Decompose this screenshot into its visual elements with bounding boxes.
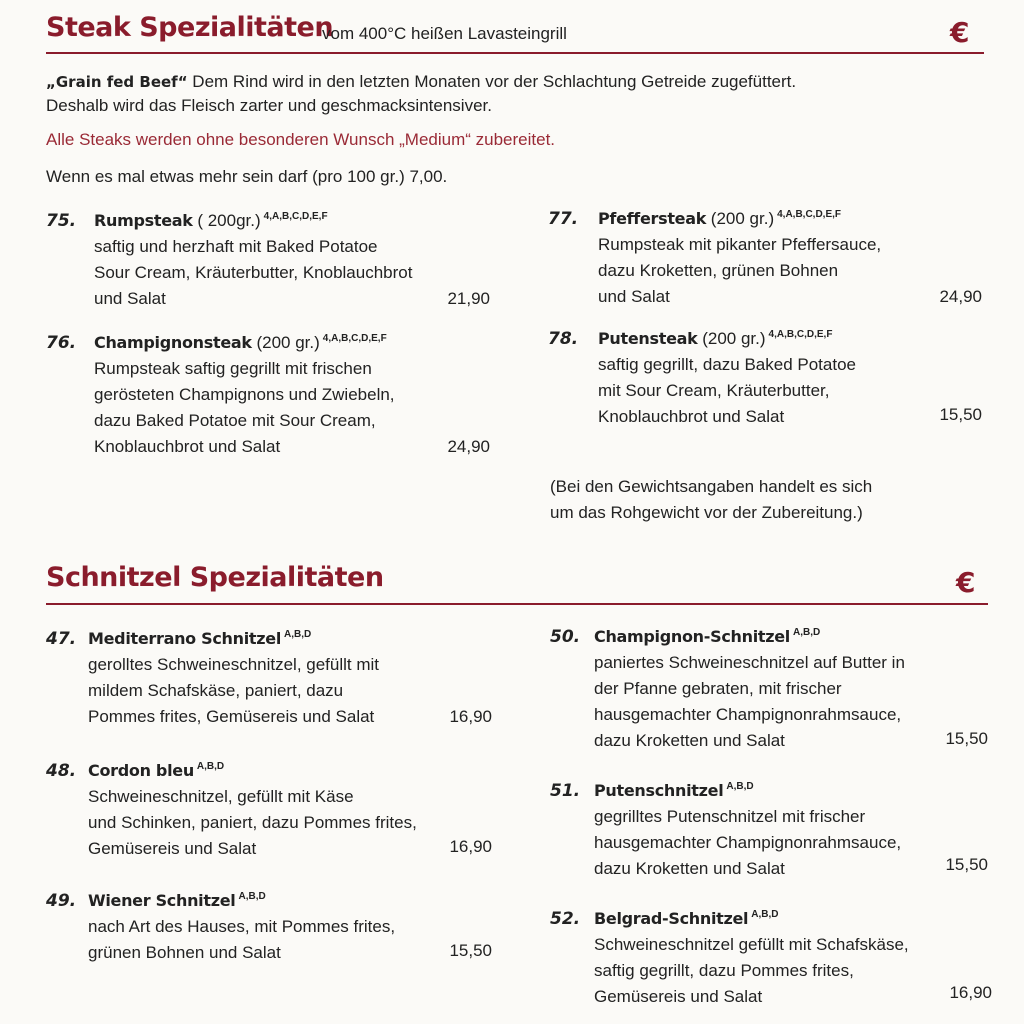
steak-divider: [46, 52, 984, 54]
item-number: 50.: [550, 627, 581, 647]
item-number: 76.: [46, 333, 77, 353]
item-desc-line: gegrilltes Putenschnitzel mit frischer: [594, 807, 866, 826]
item-price: 24,90: [447, 437, 490, 456]
item-price: 15,50: [449, 941, 492, 960]
item-name: Cordon bleu: [88, 761, 194, 780]
menu-item-77: [548, 206, 984, 310]
menu-item-49: [46, 888, 496, 968]
item-desc-line: Schweineschnitzel, gefüllt mit Käse: [88, 787, 354, 806]
item-number: 48.: [46, 761, 77, 781]
item-price: 16,90: [449, 837, 492, 856]
item-weight: (200 gr.): [706, 209, 775, 228]
extra-weight-note: Wenn es mal etwas mehr sein darf (pro 100 gr.) 7,00.: [46, 167, 448, 186]
item-desc-line: dazu Kroketten, grünen Bohnen: [598, 261, 839, 280]
item-allergens: 4,A,B,C,D,E,F: [263, 211, 328, 222]
item-desc-line: mit Sour Cream, Kräuterbutter,: [598, 381, 830, 400]
item-price: 15,50: [945, 729, 988, 748]
item-desc-line: Schweineschnitzel gefüllt mit Schafskäse,: [594, 935, 909, 954]
item-name: Mediterrano Schnitzel: [88, 629, 282, 648]
item-name: Rumpsteak: [94, 211, 193, 230]
item-allergens: 4,A,B,C,D,E,F: [768, 329, 833, 340]
item-desc-line: Pommes frites, Gemüsereis und Salat: [88, 707, 375, 726]
item-allergens: A,B,D: [284, 629, 312, 640]
item-name: Putensteak: [598, 329, 698, 348]
item-desc-line: Gemüsereis und Salat: [88, 839, 257, 858]
item-price: 24,90: [939, 287, 982, 306]
item-weight: ( 200gr.): [192, 211, 261, 230]
item-name: Champignon-Schnitzel: [594, 627, 790, 646]
menu-item-50: [550, 624, 990, 754]
item-desc-line: der Pfanne gebraten, mit frischer: [594, 679, 842, 698]
item-price: 15,50: [939, 405, 982, 424]
item-desc-line: Rumpsteak mit pikanter Pfeffersauce,: [598, 235, 882, 254]
item-allergens: 4,A,B,C,D,E,F: [322, 333, 387, 344]
item-number: 52.: [550, 909, 581, 929]
steak-euro-header: €: [950, 16, 970, 49]
item-desc-line: grünen Bohnen und Salat: [88, 943, 281, 962]
item-number: 47.: [46, 629, 77, 649]
medium-note: Alle Steaks werden ohne besonderen Wunsch „Medium“ zubereitet.: [46, 130, 556, 149]
item-desc-line: saftig und herzhaft mit Baked Potatoe: [94, 237, 378, 256]
menu-item-52: [550, 906, 992, 1012]
raw-weight-note-line-1: (Bei den Gewichtsangaben handelt es sich: [550, 477, 873, 496]
item-desc-line: nach Art des Hauses, mit Pommes frites,: [88, 917, 396, 936]
item-desc-line: gerösteten Champignons und Zwiebeln,: [94, 385, 395, 404]
item-desc-line: paniertes Schweineschnitzel auf Butter in: [594, 653, 905, 672]
item-price: 21,90: [447, 289, 490, 308]
item-desc-line: Gemüsereis und Salat: [594, 987, 763, 1006]
item-desc-line: dazu Baked Potatoe mit Sour Cream,: [94, 411, 376, 430]
menu-item-75: [46, 208, 492, 312]
menu-item-47: [46, 626, 496, 730]
item-desc-line: gerolltes Schweineschnitzel, gefüllt mit: [88, 655, 380, 674]
item-number: 75.: [46, 211, 77, 231]
schnitzel-divider: [46, 603, 988, 605]
item-desc-line: hausgemachter Champignonrahmsauce,: [594, 833, 902, 852]
item-number: 77.: [548, 209, 579, 229]
menu-item-76: [46, 330, 492, 460]
item-desc-line: und Salat: [94, 289, 166, 308]
item-number: 51.: [550, 781, 581, 801]
steak-subtitle: vom 400°C heißen Lavasteingrill: [322, 24, 567, 43]
item-price: 15,50: [945, 855, 988, 874]
raw-weight-note: [550, 474, 970, 526]
item-name: Putenschnitzel: [594, 781, 724, 800]
menu-item-48: [46, 758, 496, 862]
item-desc-line: dazu Kroketten und Salat: [594, 859, 785, 878]
item-desc-line: und Salat: [598, 287, 670, 306]
intro-line-2: Deshalb wird das Fleisch zarter und geschmacksintensiver.: [46, 96, 492, 115]
item-allergens: A,B,D: [196, 761, 225, 772]
item-desc-line: Rumpsteak saftig gegrillt mit frischen: [94, 359, 372, 378]
grain-fed-brand: „Grain fed Beef“: [46, 73, 188, 91]
item-desc-line: mildem Schafskäse, paniert, dazu: [88, 681, 344, 700]
steak-section-title: Steak Spezialitäten: [46, 12, 334, 43]
item-allergens: A,B,D: [726, 781, 754, 792]
item-allergens: A,B,D: [792, 627, 821, 638]
schnitzel-euro-header: €: [956, 566, 976, 599]
item-price: 16,90: [449, 707, 492, 726]
item-desc-line: Knoblauchbrot und Salat: [598, 407, 785, 426]
item-number: 49.: [46, 891, 77, 911]
item-desc-line: Knoblauchbrot und Salat: [94, 437, 281, 456]
menu-item-78: [548, 326, 984, 430]
item-desc-line: saftig gegrillt, dazu Baked Potatoe: [598, 355, 856, 374]
item-name: Wiener Schnitzel: [88, 891, 236, 910]
item-name: Belgrad-Schnitzel: [594, 909, 749, 928]
intro-line-1: Dem Rind wird in den letzten Monaten vor der Schlachtung Getreide zugefüttert.: [192, 72, 797, 91]
item-desc-line: saftig gegrillt, dazu Pommes frites,: [594, 961, 854, 980]
item-name: Pfeffersteak: [598, 209, 707, 228]
item-allergens: 4,A,B,C,D,E,F: [777, 209, 842, 220]
item-price: 16,90: [949, 983, 992, 1002]
grain-fed-intro: [46, 70, 976, 118]
item-weight: (200 gr.): [251, 333, 320, 352]
item-weight: (200 gr.): [697, 329, 766, 348]
menu-item-51: [550, 778, 990, 882]
item-desc-line: und Schinken, paniert, dazu Pommes frites,: [88, 813, 417, 832]
item-allergens: A,B,D: [751, 909, 779, 920]
item-desc-line: hausgemachter Champignonrahmsauce,: [594, 705, 902, 724]
schnitzel-section-title: Schnitzel Spezialitäten: [46, 562, 384, 593]
item-name: Champignonsteak: [94, 333, 252, 352]
item-desc-line: Sour Cream, Kräuterbutter, Knoblauchbrot: [94, 263, 413, 282]
item-desc-line: dazu Kroketten und Salat: [594, 731, 785, 750]
item-number: 78.: [548, 329, 579, 349]
raw-weight-note-line-2: um das Rohgewicht vor der Zubereitung.): [550, 503, 863, 522]
item-allergens: A,B,D: [238, 891, 266, 902]
